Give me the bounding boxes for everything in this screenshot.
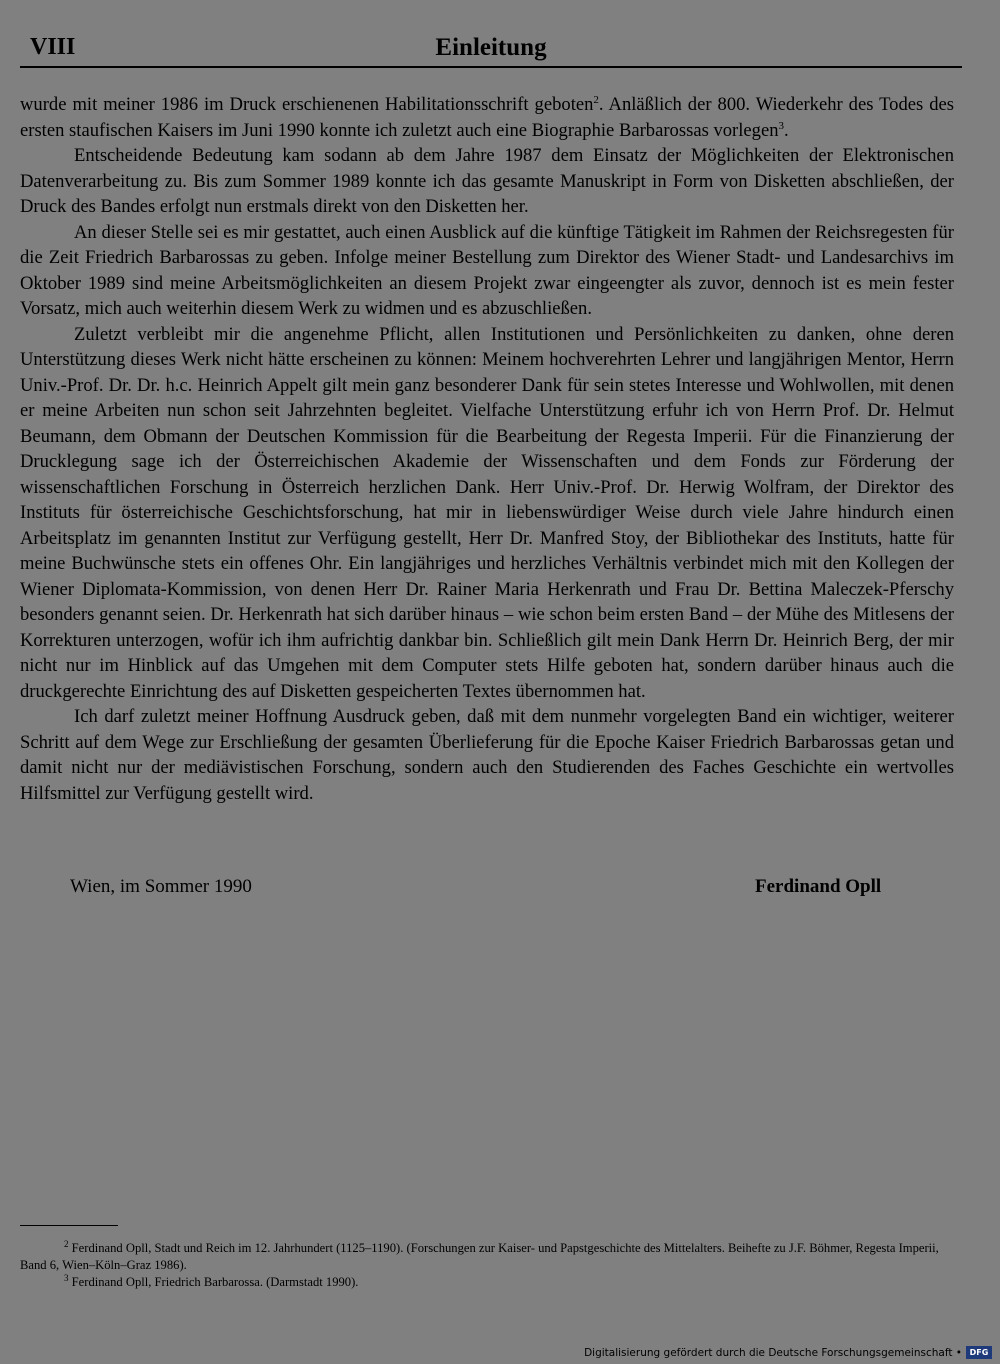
paragraph-5: Ich darf zuletzt meiner Hoffnung Ausdruck geben, daß mit dem nunmehr vorgelegten Band ein wichtiger, weiterer Schritt auf dem Wege zur Erschließung der gesamten Überlieferung für die Epoche Kaiser Friedrich Barbarossas getan und damit nicht nur der mediävistischen Forschung, sondern auch den Studierenden des Faches Geschichte ein wertvolles Hilfsmittel zur Verfügung gestellt wird. [20, 706, 954, 804]
paragraph-4: Zuletzt verbleibt mir die angenehme Pflicht, allen Institutionen und Persönlichkeiten zu danken, ohne deren Unterstützung dieses Werk nicht hätte erscheinen zu können: Meinem hochverehrten Lehrer und langjährigen Mentor, Herrn Univ.-Prof. Dr. Dr. h.c. Heinrich Appelt gilt mein ganz besonderer Dank für sein stetes Interesse und Wohlwollen, mit denen er meine Arbeiten nun schon seit Jahrzehnten begleitet. Vielfache Unterstützung erfuhr ich von Herrn Prof. Dr. Helmut Beumann, dem Obmann der Deutschen Kommission für die Bearbeitung der Regesta Imperii. Für die Finanzierung der Drucklegung sage ich der Österreichischen Akademie der Wissenschaften und dem Fonds zur Förderung der wissenschaftlichen Forschung in Österreich herzlichen Dank. Herr Univ.-Prof. Dr. Herwig Wolfram, der Direktor des Instituts für österreichische Geschichtsforschung, hat mir in liebenswürdiger Weise durch viele Jahre hindurch einen Arbeitsplatz im genannten Institut zur Verfügung gestellt, Herr Dr. Manfred Stoy, der Bibliothekar des Instituts, hatte für meine Buchwünsche stets ein offenes Ohr. Ein langjähriges und herzliches Verhältnis verbindet mich mit den Kollegen der Wiener Diplomata-Kommission, von denen Herr Dr. Rainer Maria Herkenrath und Frau Dr. Bettina Maleczek-Pferschy besonders genannt seien. Dr. Herkenrath hat sich darüber hinaus – wie schon beim ersten Band – der Mühe des Mitlesens der Korrekturen unterzogen, wofür ich ihm aufrichtig dankbar bin. Schließlich gilt mein Dank Herrn Dr. Heinrich Berg, der mir nicht nur im Hinblick auf das Umgehen mit dem Computer stets Hilfe geboten hat, sondern darüber hinaus auch die druckgerechte Einrichtung des auf Disketten gespeicherten Textes übernommen hat. [20, 323, 954, 702]
footnote-3 [20, 1274, 954, 1291]
author-signature: Ferdinand Opll [755, 876, 882, 897]
paragraph-1-text-b: . Anläßlich der 800. Wiederkehr des Todes des ersten staufischen Kaisers im Juni 1990 konnte ich zuletzt auch eine Biographie Barbarossas vorlegen [20, 94, 954, 141]
paragraph-1 [20, 92, 954, 143]
paragraph-1-text-c: . [784, 119, 789, 141]
page-number: VIII [30, 34, 76, 60]
footnote-text: Ferdinand Opll, Stadt und Reich im 12. Jahrhundert (1125–1190). (Forschungen zur Kaiser- und Papstgeschichte des Mittelalters. Beihefte zu J.F. Böhmer, Regesta Imperii, Band 6, Wien–Köln–Graz 1986). [20, 1241, 939, 1272]
place-date: Wien, im Sommer 1990 [70, 876, 252, 897]
footnote-marker: 3 [64, 1272, 69, 1283]
dfg-logo: DFG [966, 1346, 992, 1359]
footnote-divider [20, 1225, 118, 1226]
body-text [20, 92, 954, 806]
footnote-text: Ferdinand Opll, Friedrich Barbarossa. (Darmstadt 1990). [71, 1275, 359, 1289]
page-title: Einleitung [435, 34, 547, 61]
page-header [20, 30, 962, 68]
funding-notice: Digitalisierung gefördert durch die Deutsche Forschungsgemeinschaft • [584, 1347, 962, 1359]
footnote-marker: 2 [64, 1238, 69, 1249]
footnote-ref-2: 2 [593, 93, 599, 106]
paragraph-1-text-a: wurde mit meiner 1986 im Druck erschienenen Habilitationsschrift geboten [20, 94, 594, 115]
footnote-ref-3: 3 [778, 119, 785, 132]
paragraph-3: An dieser Stelle sei es mir gestattet, auch einen Ausblick auf die künftige Tätigkeit im Rahmen der Reichsregesten für die Zeit Friedrich Barbarossas zu geben. Infolge meiner Bestellung zum Direktor des Wiener Stadt- und Landesarchivs im Oktober 1989 sind meine Arbeitsmöglichkeiten an diesem Projekt zwar eingeengter als zuvor, dennoch ist es mein fester Vorsatz, mich auch weiterhin diesem Werk zu widmen und es abzuschließen. [20, 221, 954, 319]
paragraph-2: Entscheidende Bedeutung kam sodann ab dem Jahre 1987 dem Einsatz der Möglichkeiten der Elektronischen Datenverarbeitung zu. Bis zum Sommer 1989 konnte ich das gesamte Manuskript in Form von Disketten abschließen, der Druck des Bandes erfolgt nun erstmals direkt von den Disketten her. [20, 145, 954, 217]
footnote-2 [20, 1240, 954, 1274]
footnotes [20, 1240, 954, 1291]
